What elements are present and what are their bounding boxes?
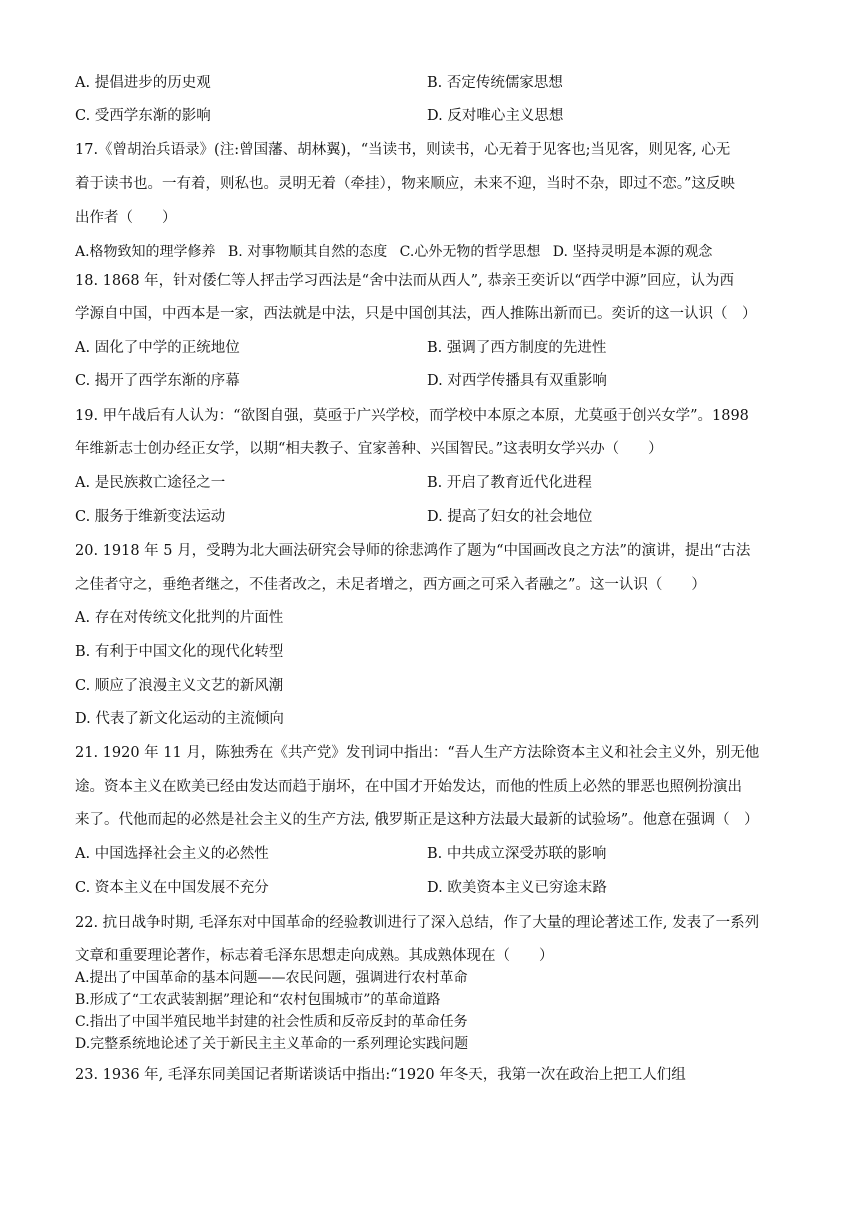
q19-option-d[interactable]: D. 提高了妇女的社会地位 bbox=[427, 509, 593, 525]
q20-option-a[interactable]: A. 存在对传统文化批判的片面性 bbox=[75, 610, 284, 626]
q18-option-d[interactable]: D. 对西学传播具有双重影响 bbox=[427, 373, 607, 389]
q21-option-d[interactable]: D. 欧美资本主义已穷途末路 bbox=[427, 880, 607, 896]
q18-options-row2 bbox=[75, 371, 787, 391]
q19-stem-line1: 19. 甲午战后有人认为：“欲图自强，莫亟于广兴学校，而学校中本原之本原，尤莫亟于创兴女学”。1898 bbox=[75, 408, 749, 424]
q18-stem-line2: 学源自中国，中西本是一家，西法就是中法，只是中国创其法，西人推陈出新而已。奕䜣的这一认识（ ） bbox=[75, 306, 757, 322]
q18-option-c[interactable]: C. 揭开了西学东渐的序幕 bbox=[75, 373, 240, 389]
q18-option-a[interactable]: A. 固化了中学的正统地位 bbox=[75, 340, 240, 356]
q17-stem-line2: 着于读书也。一有着，则私也。灵明无着（牵挂），物来顺应，未来不迎，当时不杂，即过不恋。”这反映 bbox=[75, 176, 735, 192]
q17-option-c[interactable]: C.心外无物的哲学思想 bbox=[399, 244, 541, 260]
q17-options bbox=[75, 242, 720, 262]
q22-stem-line2: 文章和重要理论著作，标志着毛泽东思想走向成熟。其成熟体现在（ ） bbox=[75, 948, 554, 964]
q21-options-row2 bbox=[75, 878, 787, 898]
q18-stem-line1: 18. 1868 年，针对倭仁等人抨击学习西法是“舍中法而从西人”, 恭亲王奕䜣以“西学中源”回应，认为西 bbox=[75, 273, 735, 289]
q17-stem-line1: 17.《曾胡治兵语录》(注:曾国藩、胡林翼)，“当读书，则读书，心无着于见客也;当见客，则见客, 心无 bbox=[75, 142, 731, 158]
q19-options-row2 bbox=[75, 507, 787, 527]
q20-option-d[interactable]: D. 代表了新文化运动的主流倾向 bbox=[75, 711, 284, 727]
q21-stem-line1: 21. 1920 年 11 月，陈独秀在《共产党》发刊词中指出：“吾人生产方法除资本主义和社会主义外，别无他 bbox=[75, 745, 760, 761]
q19-stem-line2: 年维新志士创办经正女学，以期“相夫教子、宜家善种、兴国智民。”这表明女学兴办（ ） bbox=[75, 441, 663, 457]
q19-option-a[interactable]: A. 是民族救亡途径之一 bbox=[75, 475, 226, 491]
q22-option-c[interactable]: C.指出了中国半殖民地半封建的社会性质和反帝反封的革命任务 bbox=[75, 1014, 468, 1030]
q20-stem-line1: 20. 1918 年 5 月，受聘为北大画法研究会导师的徐悲鸿作了题为“中国画改良之方法”的演讲，提出“古法 bbox=[75, 543, 751, 559]
q17-option-d[interactable]: D. 坚持灵明是本源的观念 bbox=[552, 244, 713, 260]
q16-option-b[interactable]: B. 否定传统儒家思想 bbox=[427, 75, 563, 91]
q20-option-c[interactable]: C. 顺应了浪漫主义文艺的新风潮 bbox=[75, 678, 284, 694]
q19-option-c[interactable]: C. 服务于维新变法运动 bbox=[75, 509, 226, 525]
q22-stem-line1: 22. 抗日战争时期, 毛泽东对中国革命的经验教训进行了深入总结，作了大量的理论著述工作, 发表了一系列 bbox=[75, 915, 760, 931]
q19-option-b[interactable]: B. 开启了教育近代化进程 bbox=[427, 475, 592, 491]
q18-options-row1 bbox=[75, 338, 787, 358]
q17-stem-line3: 出作者（ ） bbox=[75, 210, 177, 226]
q21-option-b[interactable]: B. 中共成立深受苏联的影响 bbox=[427, 846, 607, 862]
q17-option-a[interactable]: A.格物致知的理学修养 bbox=[75, 244, 216, 260]
q16-option-d[interactable]: D. 反对唯心主义思想 bbox=[427, 108, 564, 124]
q16-option-c[interactable]: C. 受西学东渐的影响 bbox=[75, 108, 211, 124]
q16-options-row1 bbox=[75, 73, 787, 93]
q17-option-b[interactable]: B. 对事物顺其自然的态度 bbox=[228, 244, 388, 260]
q21-option-a[interactable]: A. 中国选择社会主义的必然性 bbox=[75, 846, 269, 862]
q21-option-c[interactable]: C. 资本主义在中国发展不充分 bbox=[75, 880, 269, 896]
q21-options-row1 bbox=[75, 844, 787, 864]
q20-stem-line2: 之佳者守之，垂绝者继之，不佳者改之，未足者增之，西方画之可采入者融之”。这一认识（ ） bbox=[75, 577, 706, 593]
q19-options-row1 bbox=[75, 473, 787, 493]
q22-option-a[interactable]: A.提出了中国革命的基本问题——农民问题，强调进行农村革命 bbox=[75, 970, 468, 986]
q20-option-b[interactable]: B. 有利于中国文化的现代化转型 bbox=[75, 644, 284, 660]
q21-stem-line2: 途。资本主义在欧美已经由发达而趋于崩坏，在中国才开始发达，而他的性质上必然的罪恶也照例扮演出 bbox=[75, 779, 742, 795]
q18-option-b[interactable]: B. 强调了西方制度的先进性 bbox=[427, 340, 607, 356]
q16-options-row2 bbox=[75, 106, 787, 126]
q23-stem-line1: 23. 1936 年, 毛泽东同美国记者斯诺谈话中指出:“1920 年冬天，我第一次在政治上把工人们组 bbox=[75, 1067, 686, 1083]
q22-option-d[interactable]: D.完整系统地论述了关于新民主主义革命的一系列理论实践问题 bbox=[75, 1036, 469, 1052]
q22-option-b[interactable]: B.形成了“工农武装割据”理论和“农村包围城市”的革命道路 bbox=[75, 992, 441, 1008]
q21-stem-line3: 来了。代他而起的必然是社会主义的生产方法, 俄罗斯正是这种方法最大最新的试验场”。他意在强调（ ） bbox=[75, 812, 759, 828]
q16-option-a[interactable]: A. 提倡进步的历史观 bbox=[75, 75, 211, 91]
